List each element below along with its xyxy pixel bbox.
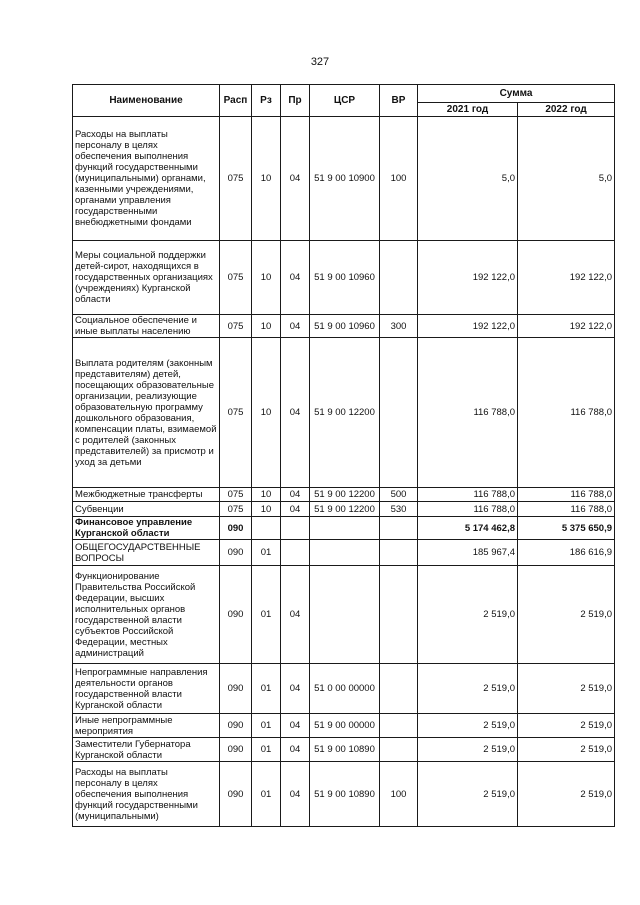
table-row xyxy=(73,566,615,664)
cell-pr: 04 xyxy=(281,738,310,762)
cell-rz xyxy=(252,517,281,540)
cell-pr: 04 xyxy=(281,502,310,517)
page-number: 327 xyxy=(310,56,330,68)
table-row xyxy=(73,762,615,827)
cell-vr xyxy=(380,338,418,488)
col-header-pr: Пр xyxy=(281,85,310,117)
cell-csr: 51 9 00 12200 xyxy=(310,502,380,517)
cell-sum-2022: 116 788,0 xyxy=(518,488,615,502)
cell-sum-2021: 2 519,0 xyxy=(418,566,518,664)
table-row xyxy=(73,540,615,566)
cell-rz: 10 xyxy=(252,488,281,502)
cell-vr: 530 xyxy=(380,502,418,517)
cell-rz: 01 xyxy=(252,738,281,762)
cell-rasp: 090 xyxy=(220,566,252,664)
col-header-rasp: Расп xyxy=(220,85,252,117)
cell-sum-2021: 2 519,0 xyxy=(418,714,518,738)
table-row xyxy=(73,488,615,502)
cell-csr: 51 9 00 10960 xyxy=(310,315,380,338)
cell-rasp: 075 xyxy=(220,502,252,517)
cell-sum-2021: 192 122,0 xyxy=(418,241,518,315)
cell-rz: 10 xyxy=(252,241,281,315)
cell-rasp: 090 xyxy=(220,517,252,540)
cell-vr: 300 xyxy=(380,315,418,338)
cell-rz: 01 xyxy=(252,762,281,827)
cell-sum-2022: 2 519,0 xyxy=(518,566,615,664)
col-header-sum: Сумма xyxy=(418,85,615,103)
cell-sum-2022: 116 788,0 xyxy=(518,338,615,488)
cell-vr xyxy=(380,664,418,714)
cell-vr: 100 xyxy=(380,117,418,241)
cell-pr: 04 xyxy=(281,117,310,241)
cell-pr: 04 xyxy=(281,338,310,488)
cell-csr xyxy=(310,540,380,566)
cell-rz: 10 xyxy=(252,117,281,241)
cell-rz: 10 xyxy=(252,502,281,517)
cell-rz: 10 xyxy=(252,315,281,338)
cell-name: ОБЩЕГОСУДАРСТВЕННЫЕ ВОПРОСЫ xyxy=(73,540,220,566)
col-header-vr: ВР xyxy=(380,85,418,117)
cell-name: Иные непрограммные мероприятия xyxy=(73,714,220,738)
cell-rasp: 075 xyxy=(220,488,252,502)
col-header-2022: 2022 год xyxy=(518,103,615,117)
cell-vr xyxy=(380,738,418,762)
cell-rz: 10 xyxy=(252,338,281,488)
cell-rasp: 075 xyxy=(220,117,252,241)
cell-sum-2022: 5 375 650,9 xyxy=(518,517,615,540)
cell-sum-2021: 116 788,0 xyxy=(418,488,518,502)
cell-rz: 01 xyxy=(252,664,281,714)
cell-name: Расходы на выплаты персоналу в целях обеспечения выполнения функций государственными (муниципальными) xyxy=(73,762,220,827)
cell-rasp: 090 xyxy=(220,762,252,827)
cell-vr xyxy=(380,566,418,664)
cell-pr: 04 xyxy=(281,714,310,738)
col-header-csr: ЦСР xyxy=(310,85,380,117)
cell-sum-2021: 2 519,0 xyxy=(418,664,518,714)
col-header-2021: 2021 год xyxy=(418,103,518,117)
cell-name: Меры социальной поддержки детей-сирот, находящихся в государственных организациях (учреждениях) Курганской области xyxy=(73,241,220,315)
cell-name: Межбюджетные трансферты xyxy=(73,488,220,502)
cell-csr: 51 9 00 10960 xyxy=(310,241,380,315)
col-header-name: Наименование xyxy=(73,85,220,117)
cell-pr xyxy=(281,517,310,540)
cell-pr: 04 xyxy=(281,241,310,315)
cell-sum-2021: 5 174 462,8 xyxy=(418,517,518,540)
cell-sum-2021: 5,0 xyxy=(418,117,518,241)
cell-name: Заместители Губернатора Курганской области xyxy=(73,738,220,762)
cell-csr: 51 9 00 10890 xyxy=(310,738,380,762)
cell-rz: 01 xyxy=(252,714,281,738)
cell-name: Функционирование Правительства Российской Федерации, высших исполнительных органов государственной власти субъектов Российской Федерации, местных администраций xyxy=(73,566,220,664)
cell-rasp: 090 xyxy=(220,540,252,566)
cell-name: Социальное обеспечение и иные выплаты населению xyxy=(73,315,220,338)
cell-csr: 51 9 00 10890 xyxy=(310,762,380,827)
cell-pr: 04 xyxy=(281,762,310,827)
cell-sum-2022: 5,0 xyxy=(518,117,615,241)
table-row xyxy=(73,502,615,517)
cell-sum-2022: 192 122,0 xyxy=(518,315,615,338)
table-body xyxy=(73,117,615,827)
table-row xyxy=(73,315,615,338)
cell-sum-2021: 2 519,0 xyxy=(418,762,518,827)
cell-vr xyxy=(380,714,418,738)
table-row xyxy=(73,517,615,540)
cell-sum-2021: 116 788,0 xyxy=(418,502,518,517)
col-header-rz: Рз xyxy=(252,85,281,117)
table-row xyxy=(73,664,615,714)
cell-csr: 51 9 00 10900 xyxy=(310,117,380,241)
cell-pr xyxy=(281,540,310,566)
cell-pr: 04 xyxy=(281,664,310,714)
cell-rasp: 075 xyxy=(220,338,252,488)
cell-name: Финансовое управление Курганской области xyxy=(73,517,220,540)
cell-name: Субвенции xyxy=(73,502,220,517)
cell-sum-2021: 116 788,0 xyxy=(418,338,518,488)
cell-sum-2022: 2 519,0 xyxy=(518,714,615,738)
cell-name: Расходы на выплаты персоналу в целях обеспечения выполнения функций государственными (муниципальными) органами, казенными учреждениями, органами управления государственными внебюджетными фондами xyxy=(73,117,220,241)
cell-pr: 04 xyxy=(281,315,310,338)
cell-rasp: 075 xyxy=(220,241,252,315)
cell-sum-2021: 185 967,4 xyxy=(418,540,518,566)
cell-vr: 100 xyxy=(380,762,418,827)
cell-csr xyxy=(310,566,380,664)
cell-csr: 51 0 00 00000 xyxy=(310,664,380,714)
table-row xyxy=(73,117,615,241)
table-row xyxy=(73,338,615,488)
table-row xyxy=(73,241,615,315)
cell-sum-2022: 2 519,0 xyxy=(518,762,615,827)
cell-csr: 51 9 00 12200 xyxy=(310,338,380,488)
cell-name: Выплата родителям (законным представителям) детей, посещающих образовательные организации, реализующие образовательную программу дошкольного образования, компенсации платы, взимаемой с родителей (законных представителей) за присмотр и уход за детьми xyxy=(73,338,220,488)
cell-csr xyxy=(310,517,380,540)
cell-sum-2022: 192 122,0 xyxy=(518,241,615,315)
cell-csr: 51 9 00 12200 xyxy=(310,488,380,502)
cell-sum-2021: 2 519,0 xyxy=(418,738,518,762)
cell-rasp: 090 xyxy=(220,714,252,738)
table-header-row xyxy=(73,85,615,103)
cell-vr xyxy=(380,540,418,566)
cell-sum-2021: 192 122,0 xyxy=(418,315,518,338)
cell-rasp: 075 xyxy=(220,315,252,338)
cell-csr: 51 9 00 00000 xyxy=(310,714,380,738)
cell-rasp: 090 xyxy=(220,664,252,714)
cell-name: Непрограммные направления деятельности органов государственной власти Курганской области xyxy=(73,664,220,714)
budget-table xyxy=(72,84,615,827)
cell-rz: 01 xyxy=(252,540,281,566)
cell-vr: 500 xyxy=(380,488,418,502)
cell-sum-2022: 116 788,0 xyxy=(518,502,615,517)
table-row xyxy=(73,738,615,762)
cell-pr: 04 xyxy=(281,566,310,664)
table-row xyxy=(73,714,615,738)
cell-sum-2022: 2 519,0 xyxy=(518,664,615,714)
cell-sum-2022: 186 616,9 xyxy=(518,540,615,566)
cell-vr xyxy=(380,517,418,540)
cell-vr xyxy=(380,241,418,315)
cell-rasp: 090 xyxy=(220,738,252,762)
cell-rz: 01 xyxy=(252,566,281,664)
cell-pr: 04 xyxy=(281,488,310,502)
cell-sum-2022: 2 519,0 xyxy=(518,738,615,762)
